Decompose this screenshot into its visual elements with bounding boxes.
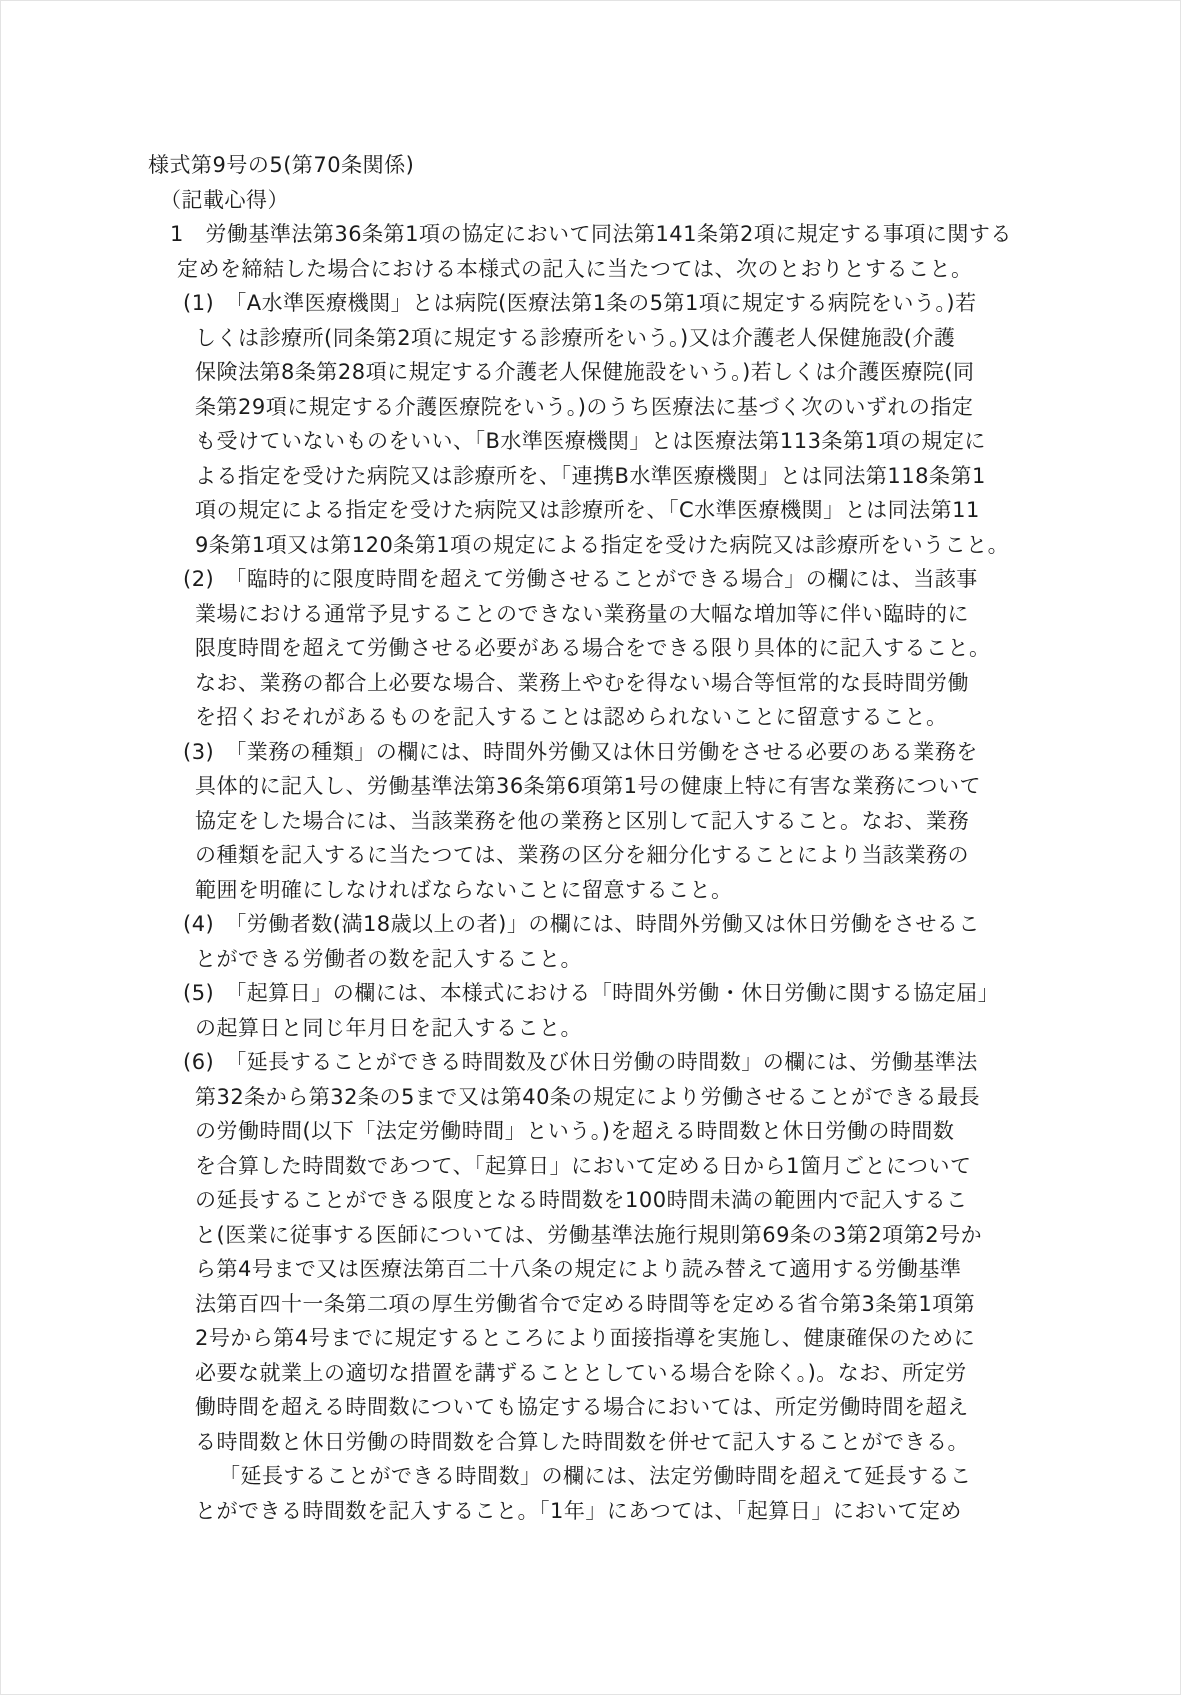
text-line: とができる労働者の数を記入すること。 bbox=[195, 946, 582, 971]
text-line: 協定をした場合には、当該業務を他の業務と区別して記入すること。なお、業務 bbox=[195, 808, 969, 833]
note-body bbox=[0, 217, 1181, 1528]
form-number-title: 様式第9号の5(第70条関係) bbox=[148, 153, 415, 177]
text-line: (5) 「起算日」の欄には、本様式における「時間外労働・休日労働に関する協定届」 bbox=[183, 981, 1000, 1005]
text-line: の延長することができる限度となる時間数を100時間未満の範囲内で記入するこ bbox=[195, 1188, 968, 1212]
text-line: 1 労働基準法第36条第1項の協定において同法第141条第2項に規定する事項に関する bbox=[170, 222, 1012, 246]
text-line: 9条第1項又は第120条第1項の規定による指定を受けた病院又は診療所をいうこと。 bbox=[195, 532, 1010, 557]
note-heading: （記載心得） bbox=[160, 187, 289, 212]
text-line: なお、業務の都合上必要な場合、業務上やむを得ない場合等恒常的な長時間労働 bbox=[195, 670, 969, 695]
text-line: 2号から第4号までに規定するところにより面接指導を実施し、健康確保のために bbox=[195, 1326, 976, 1350]
text-line: 「延長することができる時間数」の欄には、法定労働時間を超えて延長するこ bbox=[219, 1464, 972, 1488]
text-line: る時間数と休日労働の時間数を合算した時間数を併せて記入することができる。 bbox=[195, 1429, 969, 1454]
text-line: ら第4号まで又は医療法第百二十八条の規定により読み替えて適用する労働基準 bbox=[195, 1257, 962, 1281]
text-line: 必要な就業上の適切な措置を講ずることとしている場合を除く。)。なお、所定労 bbox=[195, 1360, 967, 1385]
text-line: の起算日と同じ年月日を記入すること。 bbox=[195, 1015, 582, 1040]
text-line: 第32条から第32条の5まで又は第40条の規定により労働させることができる最長 bbox=[195, 1084, 981, 1109]
text-line: 条第29項に規定する介護医療院をいう。)のうち医療法に基づく次のいずれの指定 bbox=[195, 394, 974, 419]
text-line: 範囲を明確にしなければならないことに留意すること。 bbox=[195, 877, 733, 902]
text-line: 業場における通常予見することのできない業務量の大幅な増加等に伴い臨時的に bbox=[195, 601, 969, 626]
text-line: (1) 「A水準医療機関」とは病院(医療法第1条の5第1項に規定する病院をいう。)若 bbox=[183, 291, 977, 315]
text-line: を合算した時間数であつて、「起算日」において定める日から1箇月ごとについて bbox=[195, 1153, 972, 1178]
text-line: とができる時間数を記入すること。「1年」にあつては、「起算日」において定め bbox=[195, 1498, 962, 1523]
text-line: 定めを締結した場合における本様式の記入に当たつては、次のとおりとすること。 bbox=[177, 256, 973, 281]
text-line: しくは診療所(同条第2項に規定する診療所をいう。)又は介護老人保健施設(介護 bbox=[195, 325, 956, 350]
text-line: よる指定を受けた病院又は診療所を、「連携B水準医療機関」とは同法第118条第1 bbox=[195, 463, 986, 488]
text-line: (3) 「業務の種類」の欄には、時間外労働又は休日労働をさせる必要のある業務を bbox=[183, 739, 978, 764]
text-line: 働時間を超える時間数についても協定する場合においては、所定労働時間を超え bbox=[195, 1395, 969, 1419]
text-line: 具体的に記入し、労働基準法第36条第6項第1号の健康上特に有害な業務について bbox=[195, 774, 982, 798]
text-line: (4) 「労働者数(満18歳以上の者)」の欄には、時間外労働又は休日労働をさせるこ bbox=[183, 912, 980, 936]
text-line: (6) 「延長することができる時間数及び休日労働の時間数」の欄には、労働基準法 bbox=[183, 1050, 978, 1074]
text-line: と(医業に従事する医師については、労働基準法施行規則第69条の3第2項第2号か bbox=[195, 1222, 983, 1247]
text-line: を招くおそれがあるものを記入することは認められないことに留意すること。 bbox=[195, 705, 948, 729]
text-line: の労働時間(以下「法定労働時間」という。)を超える時間数と休日労働の時間数 bbox=[195, 1119, 955, 1143]
text-line: 法第百四十一条第二項の厚生労働省令で定める時間等を定める省令第3条第1項第 bbox=[195, 1291, 976, 1316]
text-line: も受けていないものをいい、「B水準医療機関」とは医療法第113条第1項の規定に bbox=[195, 429, 986, 453]
text-line: の種類を記入するに当たつては、業務の区分を細分化することにより当該業務の bbox=[195, 843, 969, 867]
text-line: 保険法第8条第28項に規定する介護老人保健施設をいう。)若しくは介護医療院(同 bbox=[195, 360, 975, 384]
text-line: 項の規定による指定を受けた病院又は診療所を、「C水準医療機関」とは同法第11 bbox=[195, 498, 980, 522]
text-line: 限度時間を超えて労働させる必要がある場合をできる限り具体的に記入すること。 bbox=[195, 636, 991, 660]
text-line: (2) 「臨時的に限度時間を超えて労働させることができる場合」の欄には、当該事 bbox=[183, 567, 978, 591]
